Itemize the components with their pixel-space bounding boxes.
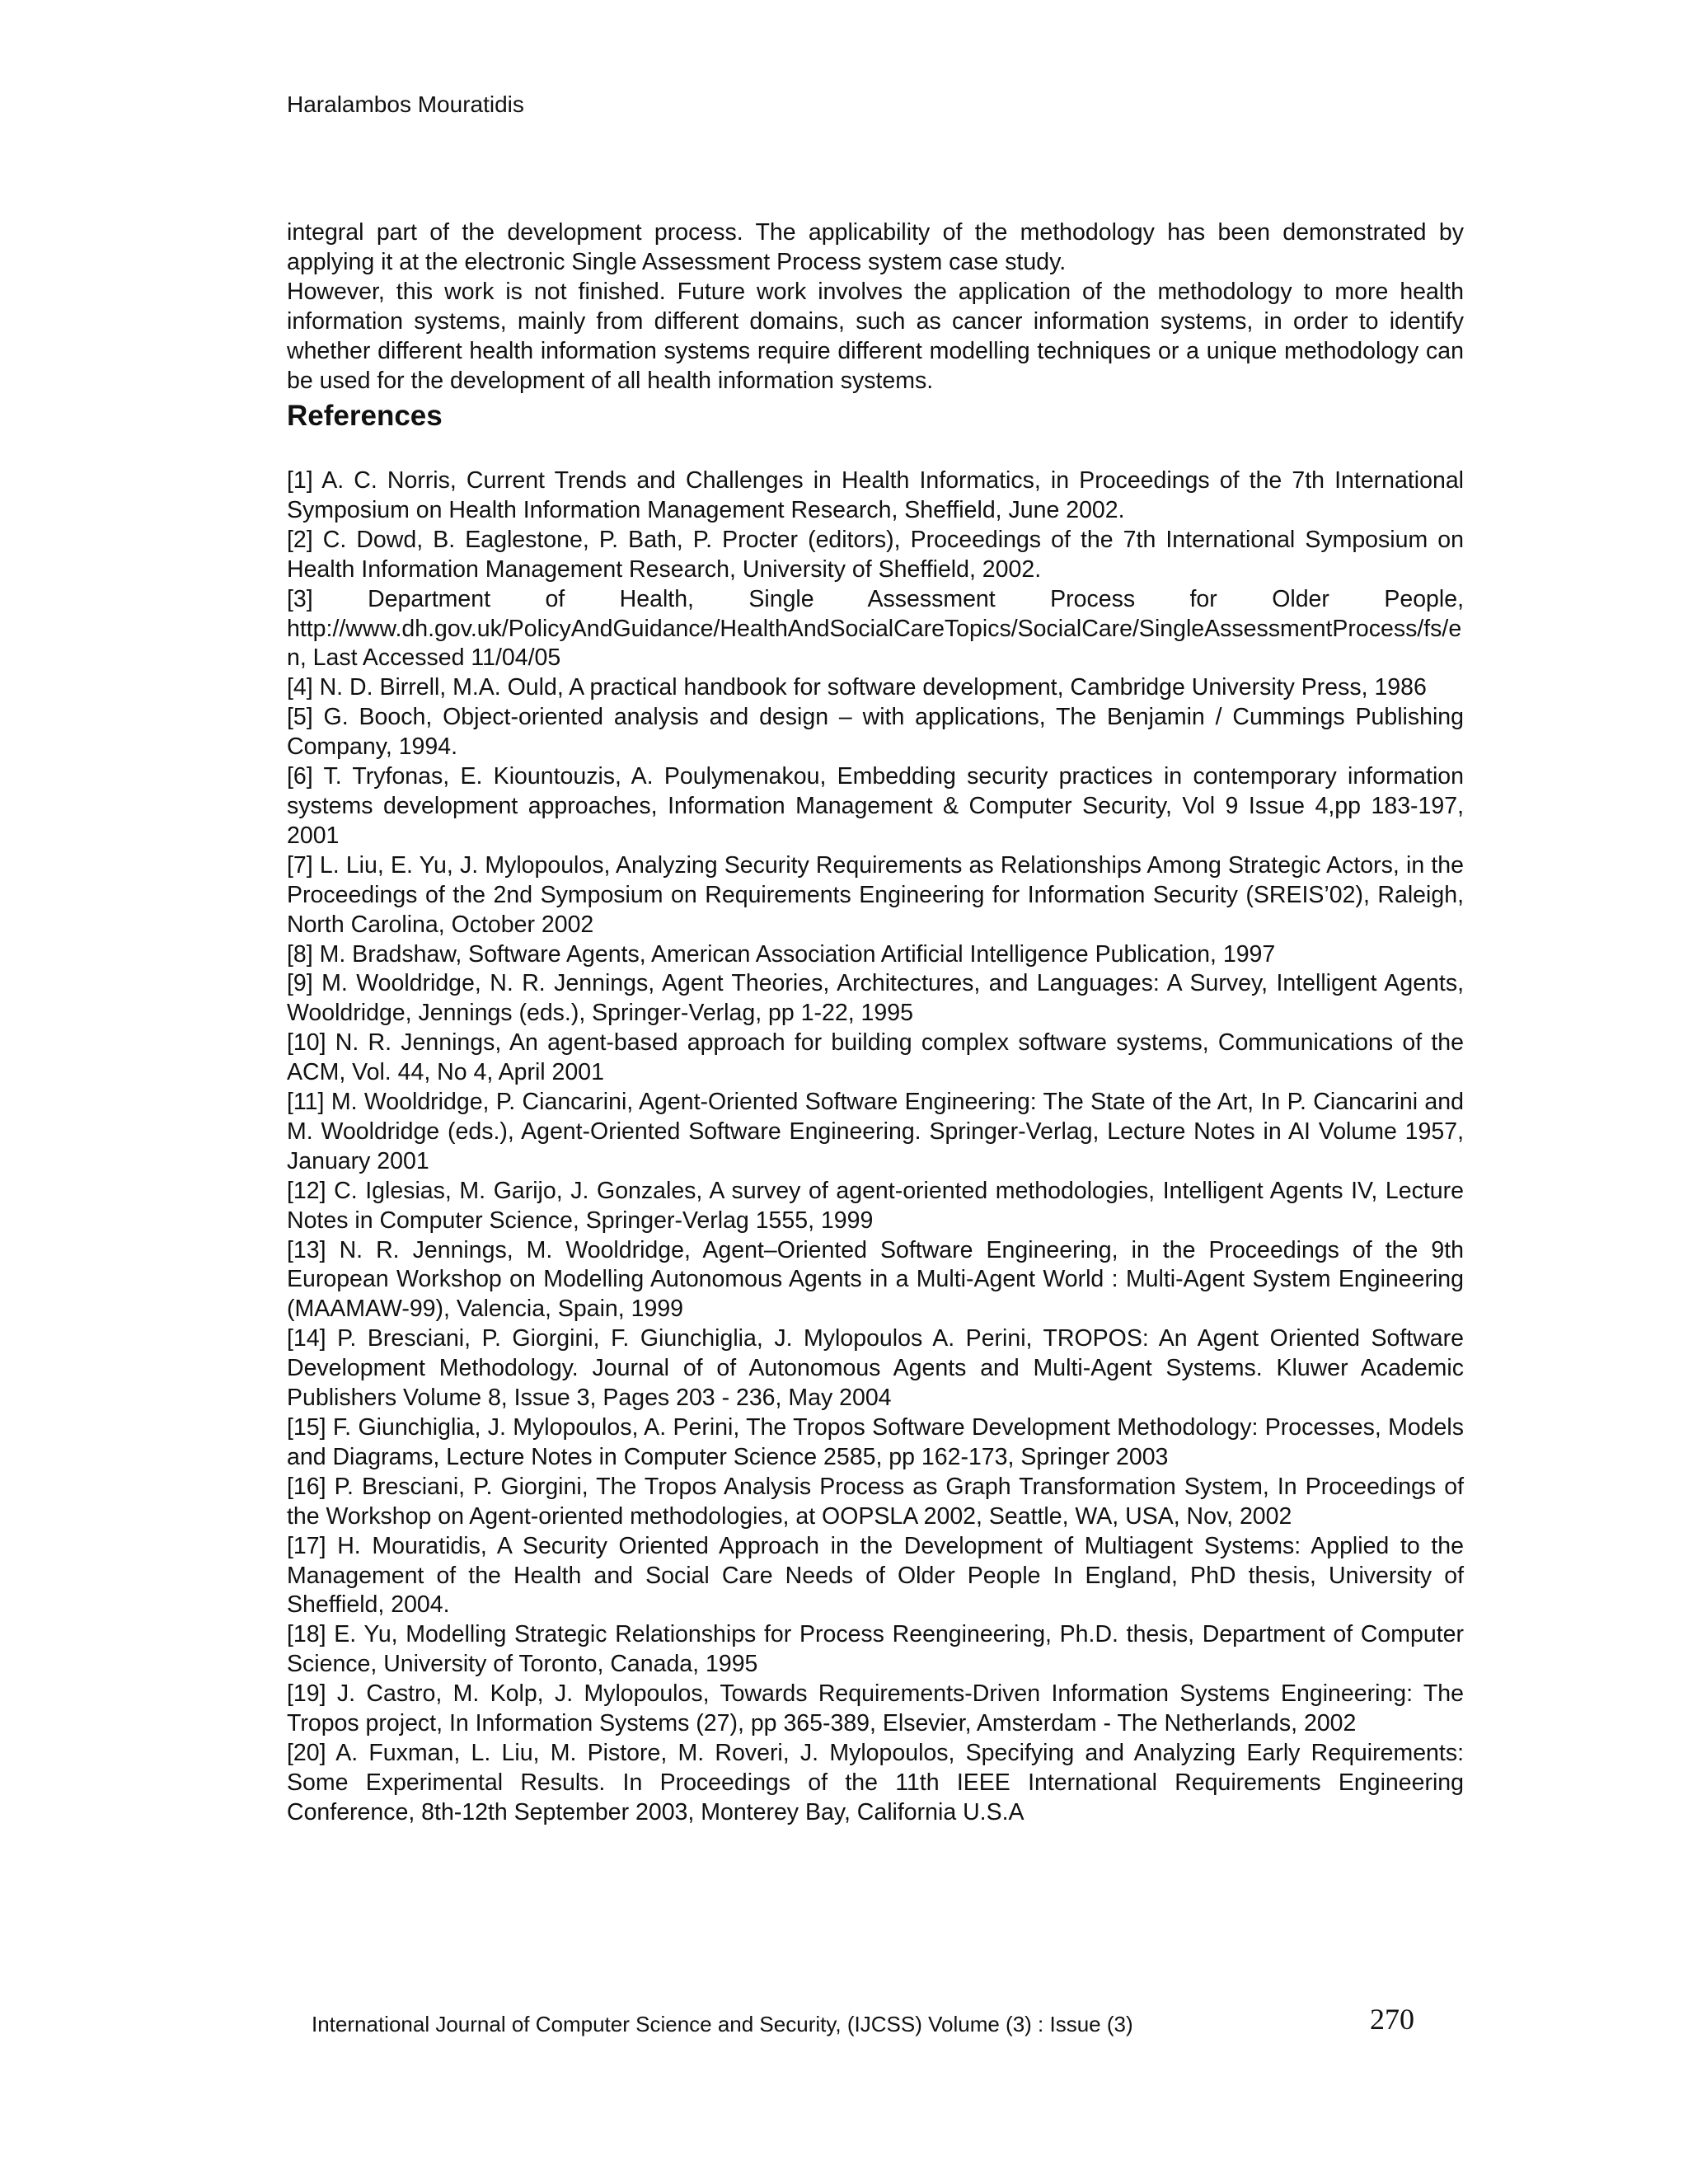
reference-item: [1] A. C. Norris, Current Trends and Challenges in Health Informatics, in Proceedings of the 7th International Symposium on Health Information Management Research, Sheffield, June 2002. bbox=[287, 467, 1464, 523]
reference-item: [2] C. Dowd, B. Eaglestone, P. Bath, P. Procter (editors), Proceedings of the 7th International Symposium on Health Information Management Research, University of Sheffield, 2002. bbox=[287, 526, 1464, 583]
reference-item: [18] E. Yu, Modelling Strategic Relationships for Process Reengineering, Ph.D. thesis, Department of Computer Science, University of Toronto, Canada, 1995 bbox=[287, 1621, 1464, 1678]
reference-item: [11] M. Wooldridge, P. Ciancarini, Agent-Oriented Software Engineering: The State of the Art, In P. Ciancarini and M. Wooldridge (eds.), Agent-Oriented Software Engineering. Springer-Verlag, Lecture Notes in AI Volume 1957, January 2001 bbox=[287, 1089, 1464, 1174]
reference-item: [4] N. D. Birrell, M.A. Ould, A practical handbook for software development, Cambridge University Press, 1986 bbox=[287, 674, 1427, 701]
reference-item: [5] G. Booch, Object-oriented analysis and design – with applications, The Benjamin / Cummings Publishing Company, 1994. bbox=[287, 704, 1464, 761]
reference-item: [3] Department of Health, Single Assessment Process for Older People, http://www.dh.gov.uk/PolicyAndGuidance/HealthAndSocialCareTopics/SocialCare/SingleAssessmentProcess/fs/en, Last Accessed 11/04/05 bbox=[287, 585, 1464, 672]
body-paragraph: However, this work is not finished. Future work involves the application of the methodology to more health information systems, mainly from different domains, such as cancer information systems, in order to identify whether different health information systems require different modelling techniques or a unique methodology can be used for the development of all health information systems. bbox=[287, 279, 1464, 394]
page-number: 270 bbox=[1370, 2003, 1414, 2036]
reference-item: [19] J. Castro, M. Kolp, J. Mylopoulos, Towards Requirements-Driven Information Systems Engineering: The Tropos project, In Information Systems (27), pp 365-389, Elsevier, Amsterdam - The Netherlands, 2002 bbox=[287, 1680, 1464, 1737]
reference-item: [13] N. R. Jennings, M. Wooldridge, Agent–Oriented Software Engineering, in the Proceedings of the 9th European Workshop on Modelling Autonomous Agents in a Multi-Agent World : Multi-Agent System Engineering (MAAMAW-99), Valencia, Spain, 1999 bbox=[287, 1236, 1464, 1323]
running-head-author: Haralambos Mouratidis bbox=[287, 91, 524, 117]
reference-item: [20] A. Fuxman, L. Liu, M. Pistore, M. Roveri, J. Mylopoulos, Specifying and Analyzing Early Requirements: Some Experimental Results. In Proceedings of the 11th IEEE International Requirements Engineering Conference, 8th-12th September 2003, Monterey Bay, California U.S.A bbox=[287, 1739, 1464, 1825]
footer-journal-citation: International Journal of Computer Science and Security, (IJCSS) Volume (3) : Issue (3) bbox=[312, 2012, 1133, 2036]
reference-item: [16] P. Bresciani, P. Giorgini, The Tropos Analysis Process as Graph Transformation System, In Proceedings of the Workshop on Agent-oriented methodologies, at OOPSLA 2002, Seattle, WA, USA, Nov, 2002 bbox=[287, 1473, 1464, 1530]
reference-list bbox=[287, 466, 1464, 1828]
reference-item: [8] M. Bradshaw, Software Agents, American Association Artificial Intelligence Publication, 1997 bbox=[287, 940, 1276, 968]
body-paragraph: integral part of the development process. The applicability of the methodology has been demonstrated by applying it at the electronic Single Assessment Process system case study. bbox=[287, 219, 1464, 275]
reference-item: [9] M. Wooldridge, N. R. Jennings, Agent Theories, Architectures, and Languages: A Survey, Intelligent Agents, Wooldridge, Jennings (eds.), Springer-Verlag, pp 1-22, 1995 bbox=[287, 970, 1464, 1027]
reference-item: [15] F. Giunchiglia, J. Mylopoulos, A. Perini, The Tropos Software Development Methodology: Processes, Models and Diagrams, Lecture Notes in Computer Science 2585, pp 162-173, Springer 2003 bbox=[287, 1414, 1464, 1470]
section-heading-references: References bbox=[287, 400, 443, 432]
reference-item: [12] C. Iglesias, M. Garijo, J. Gonzales, A survey of agent-oriented methodologies, Intelligent Agents IV, Lecture Notes in Computer Science, Springer-Verlag 1555, 1999 bbox=[287, 1177, 1464, 1234]
page-content bbox=[287, 218, 1464, 1828]
reference-item: [10] N. R. Jennings, An agent-based approach for building complex software systems, Communications of the ACM, Vol. 44, No 4, April 2001 bbox=[287, 1029, 1464, 1086]
reference-item: [6] T. Tryfonas, E. Kiountouzis, A. Poulymenakou, Embedding security practices in contemporary information systems development approaches, Information Management & Computer Security, Vol 9 Issue 4,pp 183-197, 2001 bbox=[287, 763, 1464, 849]
reference-item: [17] H. Mouratidis, A Security Oriented Approach in the Development of Multiagent Systems: Applied to the Management of the Health and Social Care Needs of Older People In England, PhD thesis, University of Sheffield, 2004. bbox=[287, 1532, 1464, 1619]
reference-item: [14] P. Bresciani, P. Giorgini, F. Giunchiglia, J. Mylopoulos A. Perini, TROPOS: An Agent Oriented Software Development Methodology. Journal of of Autonomous Agents and Multi-Agent Systems. Kluwer Academic Publishers Volume 8, Issue 3, Pages 203 - 236, May 2004 bbox=[287, 1325, 1464, 1412]
reference-item: [7] L. Liu, E. Yu, J. Mylopoulos, Analyzing Security Requirements as Relationships Among Strategic Actors, in the Proceedings of the 2nd Symposium on Requirements Engineering for Information Security (SREIS’02), Raleigh, North Carolina, October 2002 bbox=[287, 851, 1464, 938]
